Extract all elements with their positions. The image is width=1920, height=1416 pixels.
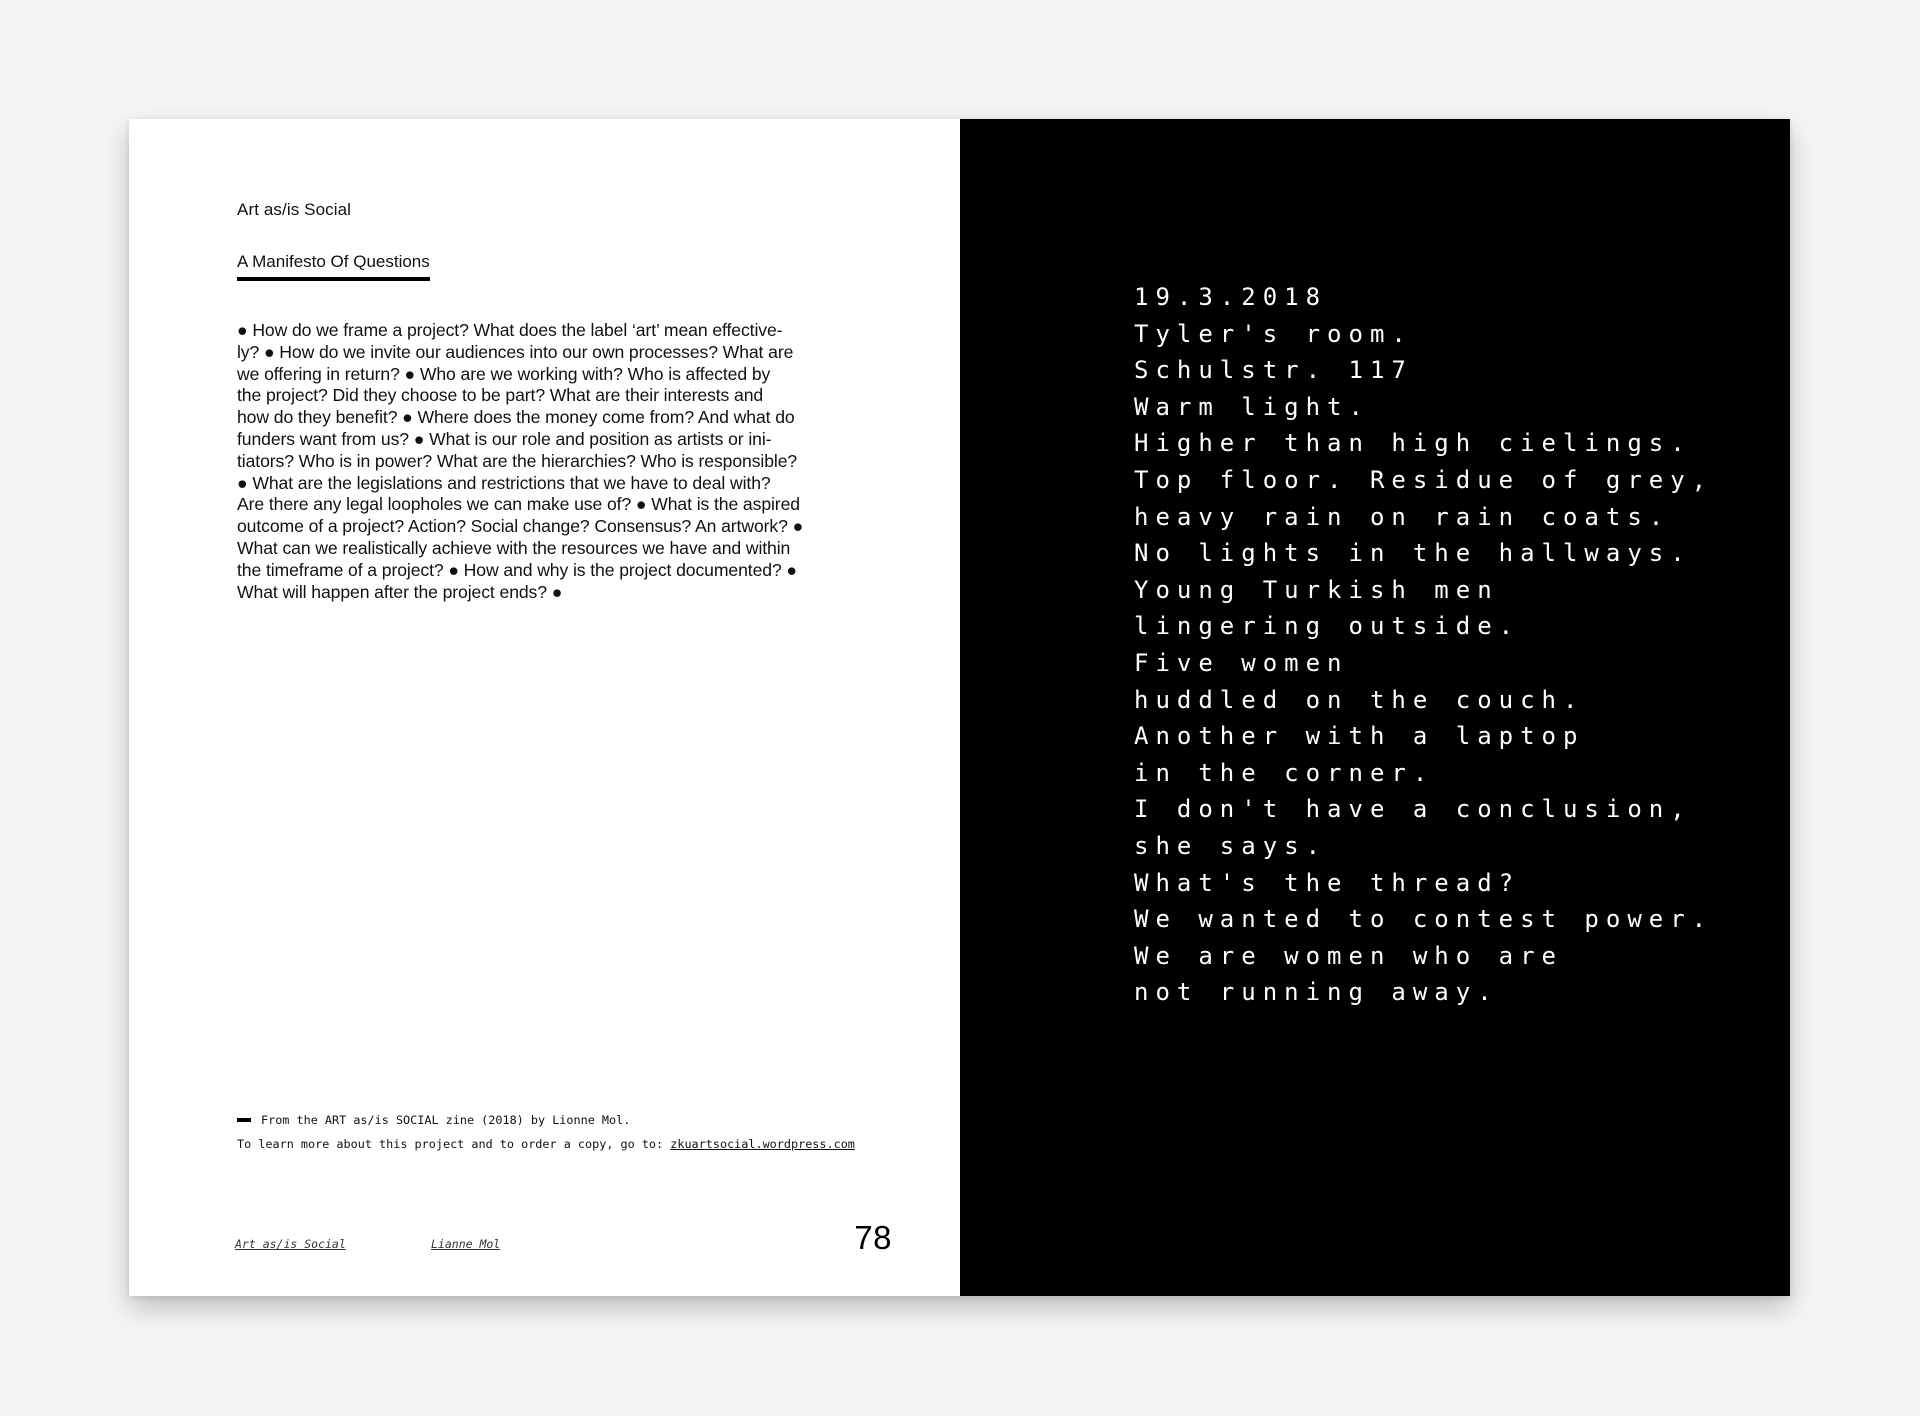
source-text: From the ART as/is SOCIAL zine (2018) by Lionne Mol. [261, 1113, 631, 1127]
section-title: Art as/is Social [237, 200, 352, 219]
dash-marker-icon [237, 1118, 251, 1122]
handwritten-line: huddled on the couch. [1134, 685, 1585, 714]
handwritten-line: she says. [1134, 831, 1328, 860]
right-page [960, 119, 1790, 1296]
handwritten-line: heavy rain on rain coats. [1134, 502, 1671, 531]
source-line [237, 1108, 855, 1132]
footer-title: Art as/is Social [235, 1237, 346, 1251]
handwritten-line: in the corner. [1134, 758, 1435, 787]
handwritten-line: not running away. [1134, 978, 1499, 1007]
handwritten-line: No lights in the hallways. [1134, 539, 1692, 568]
footer-author: Lianne Mol [431, 1237, 501, 1251]
handwritten-line: We are women who are [1134, 941, 1563, 970]
handwritten-line: Top floor. Residue of grey, [1134, 465, 1714, 494]
manifesto-text: ● How do we frame a project? What does the label ‘art’ mean effective- ly? ● How do we invite our audiences into our own processes? What are we offering in return? ● Who are we working with? Who is affected by the project? Did they choose to be part? What are their interests and how do they benefit? ● Where does the money come from? And what do funders want from us? ● What is our role and position as artists or ini- tiators? Who is in power? What are the hierarchies? Who is responsible? ● What are the legislations and restrictions that we have to deal with? Are there any legal loopholes we can make use of? ● What is the aspired outcome of a project? Action? Social change? Consensus? An artwork? ● What can we realistically achieve with the resources we have and within the timeframe of a project? ● How and why is the project documented? ● What will happen after the project ends? ● [237, 320, 804, 602]
handwritten-line: Young Turkish men [1134, 575, 1499, 604]
left-page [129, 119, 960, 1296]
manifesto-subtitle: A Manifesto Of Questions [237, 252, 430, 281]
handwritten-line: Five women [1134, 648, 1349, 677]
page-number: 78 [854, 1219, 892, 1256]
handwritten-poem [1134, 279, 1713, 1011]
handwritten-line: lingering outside. [1134, 612, 1521, 641]
learn-more-text: To learn more about this project and to order a copy, go to: [237, 1137, 671, 1151]
project-link[interactable]: zkuartsocial.wordpress.com [670, 1137, 855, 1151]
handwritten-line: Warm light. [1134, 392, 1370, 421]
book-spread [129, 119, 1790, 1296]
handwritten-line: What's the thread? [1134, 868, 1521, 897]
handwritten-line: We wanted to contest power. [1134, 905, 1714, 934]
handwritten-line: Another with a laptop [1134, 722, 1585, 751]
learn-more-line [237, 1132, 855, 1156]
handwritten-line: Schulstr. 117 [1134, 356, 1413, 385]
handwritten-line: Tyler's room. [1134, 319, 1413, 348]
handwritten-line: I don't have a conclusion, [1134, 795, 1692, 824]
handwritten-line: 19.3.2018 [1134, 283, 1328, 311]
source-note [237, 1108, 855, 1156]
handwritten-line: Higher than high cielings. [1134, 429, 1692, 458]
